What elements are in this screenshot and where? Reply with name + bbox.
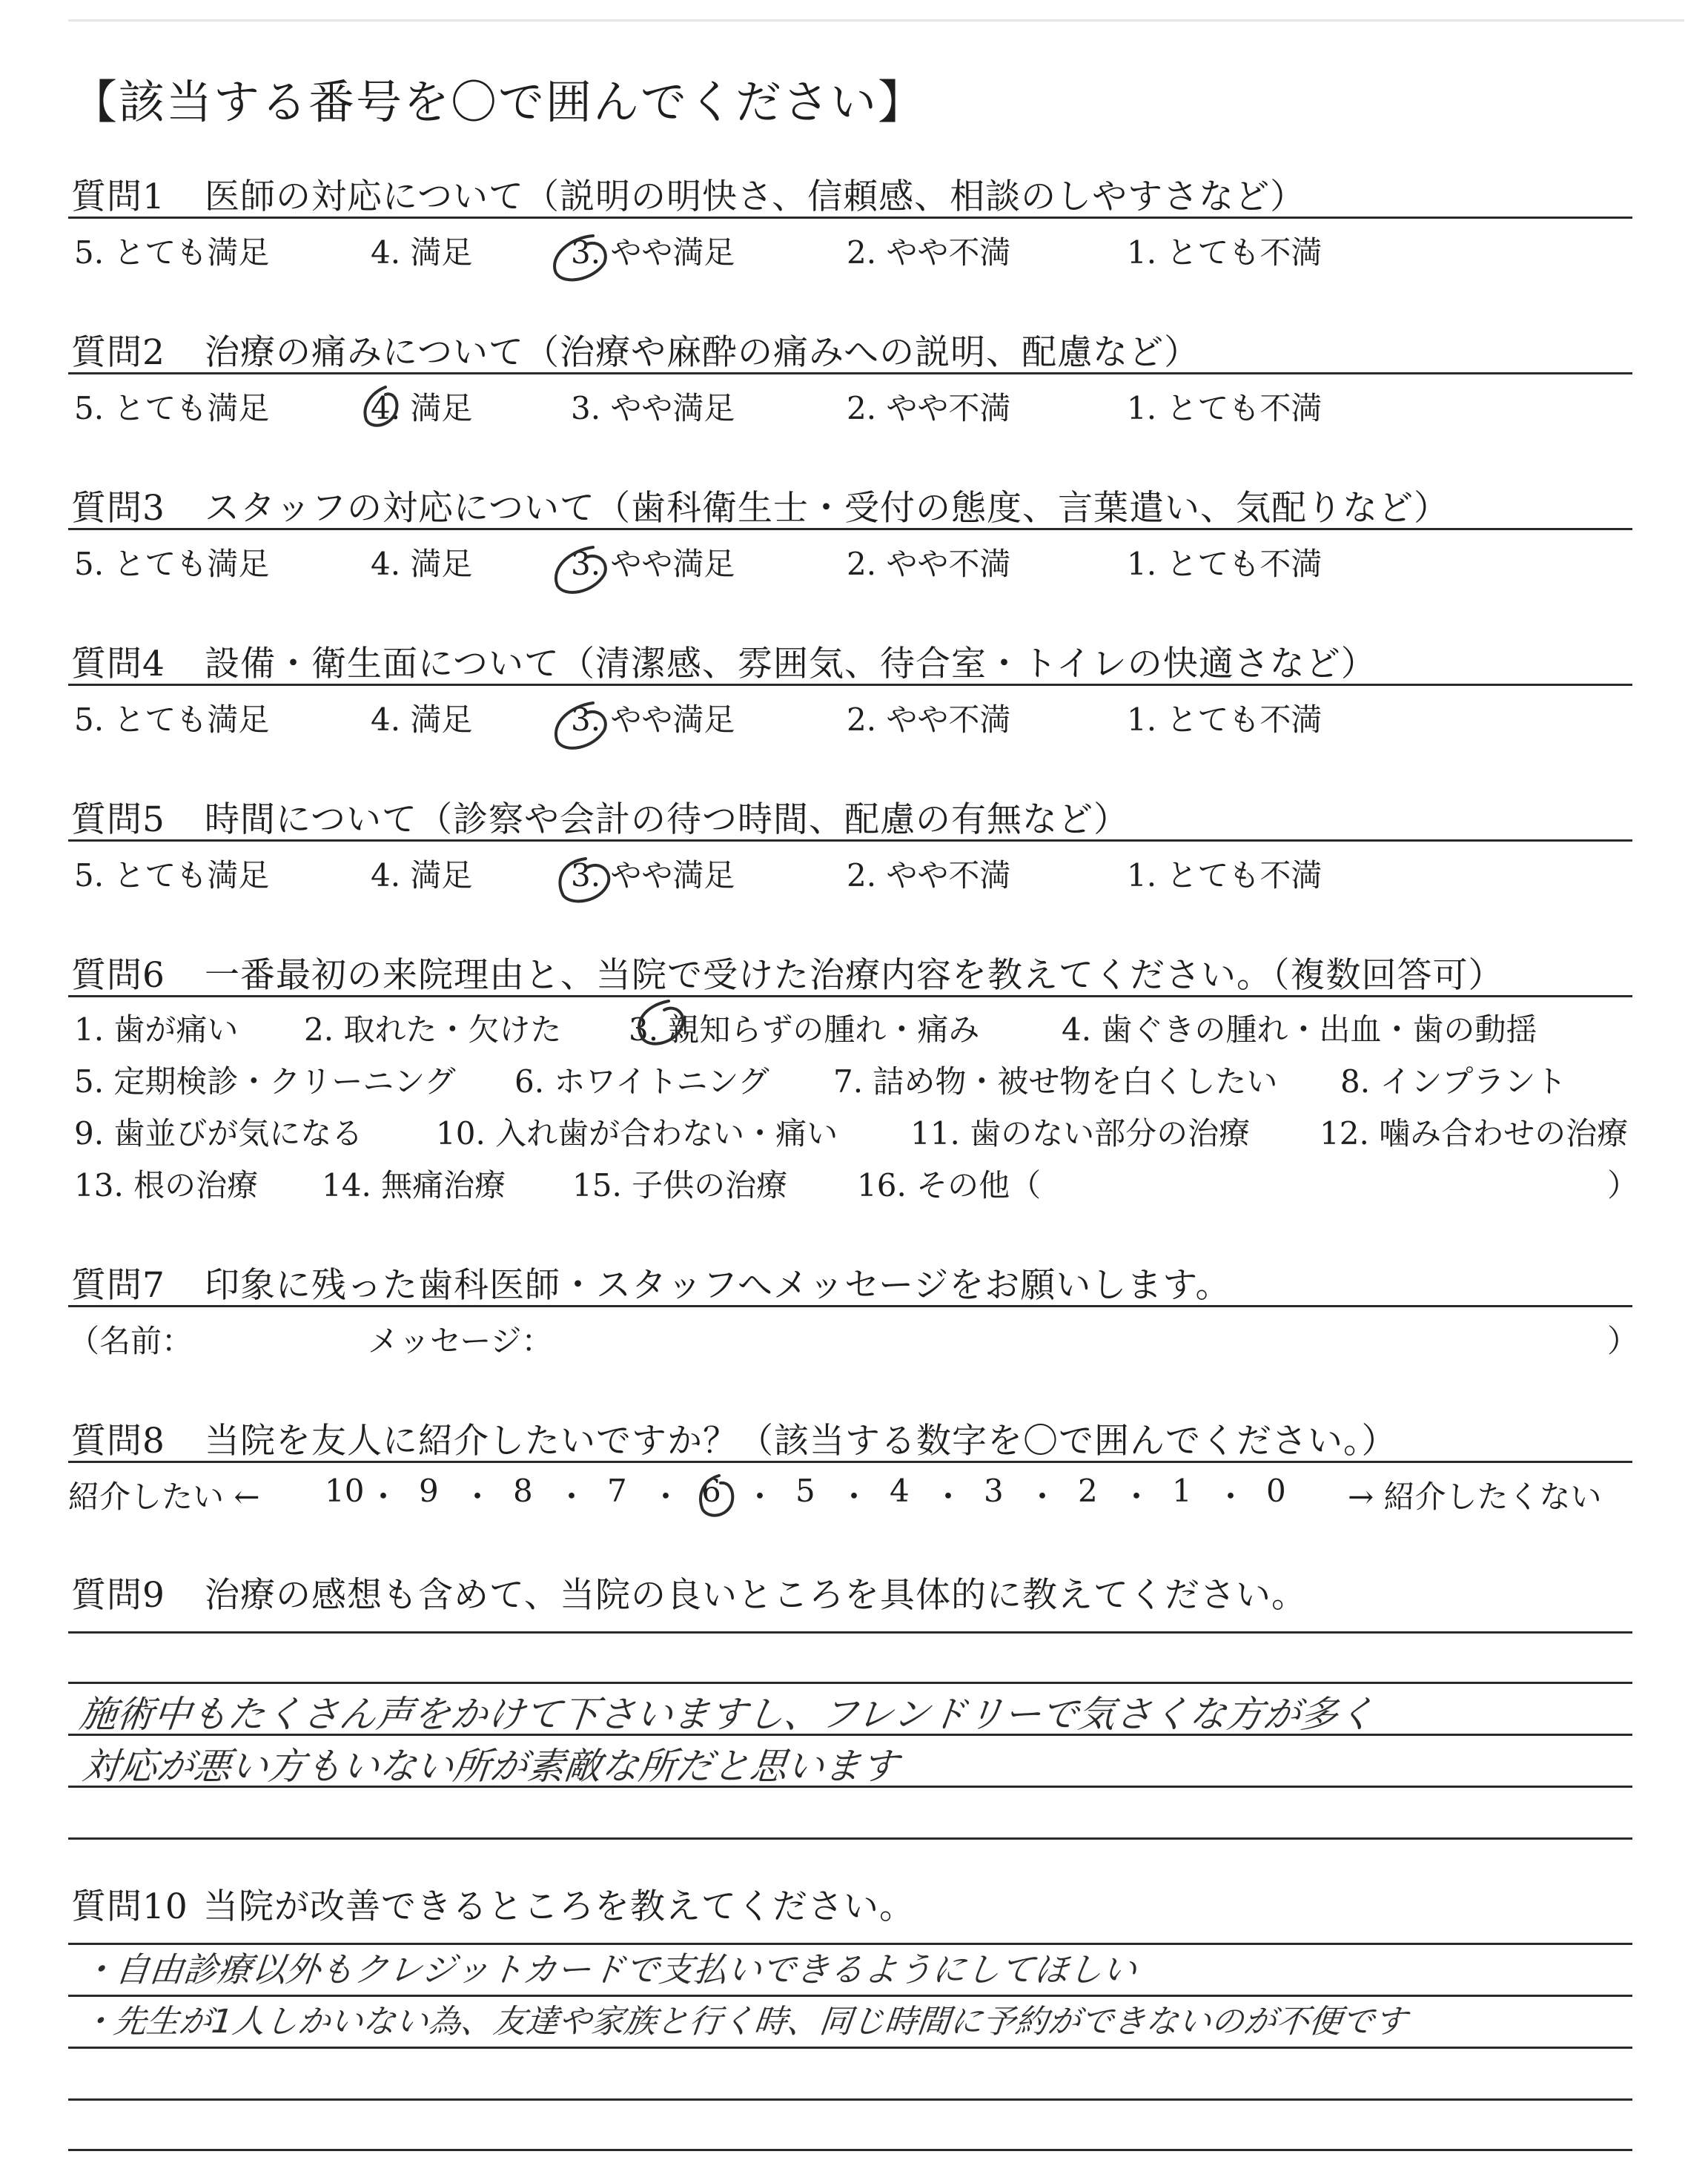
question-number: 質問6: [71, 955, 165, 996]
q7-close-paren: ）: [1607, 1323, 1639, 1359]
q4-option-1[interactable]: 1. とても不満: [1127, 701, 1323, 738]
q8-scale-separator: ・: [462, 1479, 494, 1515]
q8-scale-separator: ・: [1121, 1479, 1153, 1515]
q8-left-label: 紹介したい ←: [68, 1479, 260, 1515]
question-6-rule: [68, 995, 1632, 997]
question-text: 治療の痛みについて（治療や麻酔の痛みへの説明、配慮など）: [205, 332, 1200, 373]
question-number: 質問9: [71, 1575, 165, 1616]
q4-option-5[interactable]: 5. とても満足: [74, 701, 270, 738]
q6-option-10[interactable]: 10. 入れ歯が合わない・痛い: [436, 1115, 838, 1152]
q3-option-5[interactable]: 5. とても満足: [74, 546, 270, 582]
question-number: 質問5: [71, 799, 165, 840]
q8-scale-separator: ・: [368, 1479, 400, 1515]
top-border: [68, 19, 1684, 22]
q6-option-12[interactable]: 12. 噛み合わせの治療: [1320, 1115, 1629, 1152]
q3-option-2[interactable]: 2. やや不満: [847, 546, 1011, 582]
q2-option-1[interactable]: 1. とても不満: [1127, 390, 1323, 426]
q3-option-1[interactable]: 1. とても不満: [1127, 546, 1323, 582]
q6-option-7[interactable]: 7. 詰め物・被せ物を白くしたい: [833, 1063, 1278, 1100]
question-number: 質問7: [71, 1265, 165, 1306]
q8-scale-separator: ・: [556, 1479, 588, 1515]
question-text: 治療の感想も含めて、当院の良いところを具体的に教えてください。: [205, 1575, 1308, 1616]
q8-scale-value-8[interactable]: 8: [513, 1473, 533, 1509]
q7-name-label: （名前：: [68, 1323, 193, 1359]
question-6-title: [71, 948, 1504, 997]
q6-option-14[interactable]: 14. 無痛治療: [322, 1167, 506, 1203]
q3-option-4[interactable]: 4. 満足: [371, 546, 473, 582]
q8-scale-value-6[interactable]: 6: [701, 1473, 721, 1509]
question-1-title: [71, 169, 1305, 219]
question-number: 質問3: [71, 488, 165, 529]
q6-option-15[interactable]: 15. 子供の治療: [572, 1167, 788, 1203]
q10-answer-line-1: ・自由診療以外もクレジットカードで支払いできるようにしてほしい: [79, 1949, 1139, 1989]
q5-option-4[interactable]: 4. 満足: [371, 857, 473, 894]
question-2-title: [71, 325, 1199, 374]
question-text: 設備・衛生面について（清潔感、雰囲気、待合室・トイレの快適さなど）: [205, 644, 1377, 684]
q8-scale-value-2[interactable]: 2: [1078, 1473, 1098, 1509]
q5-option-1[interactable]: 1. とても不満: [1127, 857, 1323, 894]
answer-line: [68, 2098, 1632, 2101]
q1-option-4[interactable]: 4. 満足: [371, 234, 473, 271]
q10-answer-line-2: ・先生が1人しかいない為、友達や家族と行く時、同じ時間に予約ができないのが不便です: [79, 2003, 1409, 2041]
q6-option-11[interactable]: 11. 歯のない部分の治療: [910, 1115, 1251, 1152]
instruction-header: 【該当する番号を〇で囲んでください】: [71, 75, 926, 129]
q7-message-label: メッセージ：: [368, 1323, 553, 1359]
q8-scale-separator: ・: [1215, 1479, 1247, 1515]
q2-option-4[interactable]: 4. 満足: [371, 390, 473, 426]
q4-option-2[interactable]: 2. やや不満: [847, 701, 1011, 738]
q6-option-2[interactable]: 2. 取れた・欠けた: [304, 1011, 562, 1048]
answer-line: [68, 2047, 1632, 2049]
answer-line: [68, 1631, 1632, 1634]
question-text: スタッフの対応について（歯科衛生士・受付の態度、言葉遣い、気配りなど）: [205, 488, 1450, 529]
q9-answer-line-1: 施術中もたくさん声をかけて下さいますし、フレンドリーで気さくな方が多く: [77, 1693, 1377, 1736]
q1-option-2[interactable]: 2. やや不満: [847, 234, 1011, 271]
q6-option-9[interactable]: 9. 歯並びが気になる: [74, 1115, 363, 1152]
q8-scale-value-7[interactable]: 7: [607, 1473, 627, 1509]
question-text: 医師の対応について（説明の明快さ、信頼感、相談のしやすさなど）: [205, 176, 1306, 217]
q8-scale-separator: ・: [1027, 1479, 1059, 1515]
q6-option-6[interactable]: 6. ホワイトニング: [514, 1063, 769, 1100]
q1-option-5[interactable]: 5. とても満足: [74, 234, 270, 271]
q8-scale-value-10[interactable]: 10: [325, 1473, 365, 1509]
question-number: 質問8: [71, 1421, 165, 1462]
q8-scale-separator: ・: [838, 1479, 870, 1515]
question-number: 質問1: [71, 176, 165, 217]
question-10-title: [71, 1879, 915, 1929]
q8-scale-value-5[interactable]: 5: [795, 1473, 815, 1509]
q1-option-3[interactable]: 3. やや満足: [571, 234, 735, 271]
question-1-rule: [68, 217, 1632, 219]
q8-scale-value-9[interactable]: 9: [419, 1473, 439, 1509]
q6-option-4[interactable]: 4. 歯ぐきの腫れ・出血・歯の動揺: [1062, 1011, 1537, 1048]
question-2-rule: [68, 372, 1632, 374]
question-number: 質問4: [71, 644, 165, 684]
q8-scale-value-3[interactable]: 3: [984, 1473, 1004, 1509]
answer-line: [68, 1682, 1632, 1684]
q8-right-label: → 紹介したくない: [1348, 1479, 1602, 1515]
q6-option-3[interactable]: 3. 親知らずの腫れ・痛み: [629, 1011, 980, 1048]
q6-option-13[interactable]: 13. 根の治療: [74, 1167, 259, 1203]
q8-scale-separator: ・: [933, 1479, 964, 1515]
q2-option-5[interactable]: 5. とても満足: [74, 390, 270, 426]
question-text: 当院が改善できるところを教えてください。: [203, 1886, 915, 1927]
question-7-rule: [68, 1305, 1632, 1307]
q9-answer-line-2: 対応が悪い方もいない所が素敵な所だと思います: [80, 1745, 901, 1788]
q2-option-3[interactable]: 3. やや満足: [571, 390, 735, 426]
q5-option-3[interactable]: 3. やや満足: [571, 857, 735, 894]
question-3-title: [71, 480, 1449, 530]
q6-option-8[interactable]: 8. インプラント: [1340, 1063, 1567, 1100]
q6-option-16[interactable]: 16. その他（: [857, 1167, 1042, 1203]
question-3-rule: [68, 528, 1632, 530]
answer-line: [68, 1837, 1632, 1840]
q5-option-2[interactable]: 2. やや不満: [847, 857, 1011, 894]
answer-line: [68, 2149, 1632, 2151]
question-5-title: [71, 792, 1129, 842]
question-8-rule: [68, 1461, 1632, 1463]
question-5-rule: [68, 839, 1632, 842]
question-4-rule: [68, 684, 1632, 686]
q6-close-paren: ）: [1607, 1167, 1639, 1203]
question-text: 当院を友人に紹介したいですか？（該当する数字を〇で囲んでください。）: [205, 1421, 1397, 1462]
question-9-title: [71, 1568, 1307, 1617]
q6-option-5[interactable]: 5. 定期検診・クリーニング: [74, 1063, 456, 1100]
q2-option-2[interactable]: 2. やや不満: [847, 390, 1011, 426]
q8-scale-value-1[interactable]: 1: [1172, 1473, 1192, 1509]
question-4-title: [71, 636, 1377, 686]
q6-option-1[interactable]: 1. 歯が痛い: [74, 1011, 239, 1048]
question-number: 質問2: [71, 332, 165, 373]
q8-scale-separator: ・: [744, 1479, 776, 1515]
q8-scale-value-4[interactable]: 4: [890, 1473, 910, 1509]
q5-option-5[interactable]: 5. とても満足: [74, 857, 270, 894]
q4-option-3[interactable]: 3. やや満足: [571, 701, 735, 738]
question-8-title: [71, 1413, 1397, 1463]
question-text: 時間について（診察や会計の待つ時間、配慮の有無など）: [205, 799, 1130, 840]
q4-option-4[interactable]: 4. 満足: [371, 701, 473, 738]
question-number: 質問10: [71, 1886, 188, 1927]
q1-option-1[interactable]: 1. とても不満: [1127, 234, 1323, 271]
q3-option-3[interactable]: 3. やや満足: [571, 546, 735, 582]
question-7-title: [71, 1258, 1231, 1307]
question-text: 一番最初の来院理由と、当院で受けた治療内容を教えてください。（複数回答可）: [205, 955, 1504, 996]
question-text: 印象に残った歯科医師・スタッフへメッセージをお願いします。: [205, 1265, 1231, 1306]
q8-scale-value-0[interactable]: 0: [1266, 1473, 1286, 1509]
q8-scale-separator: ・: [650, 1479, 682, 1515]
